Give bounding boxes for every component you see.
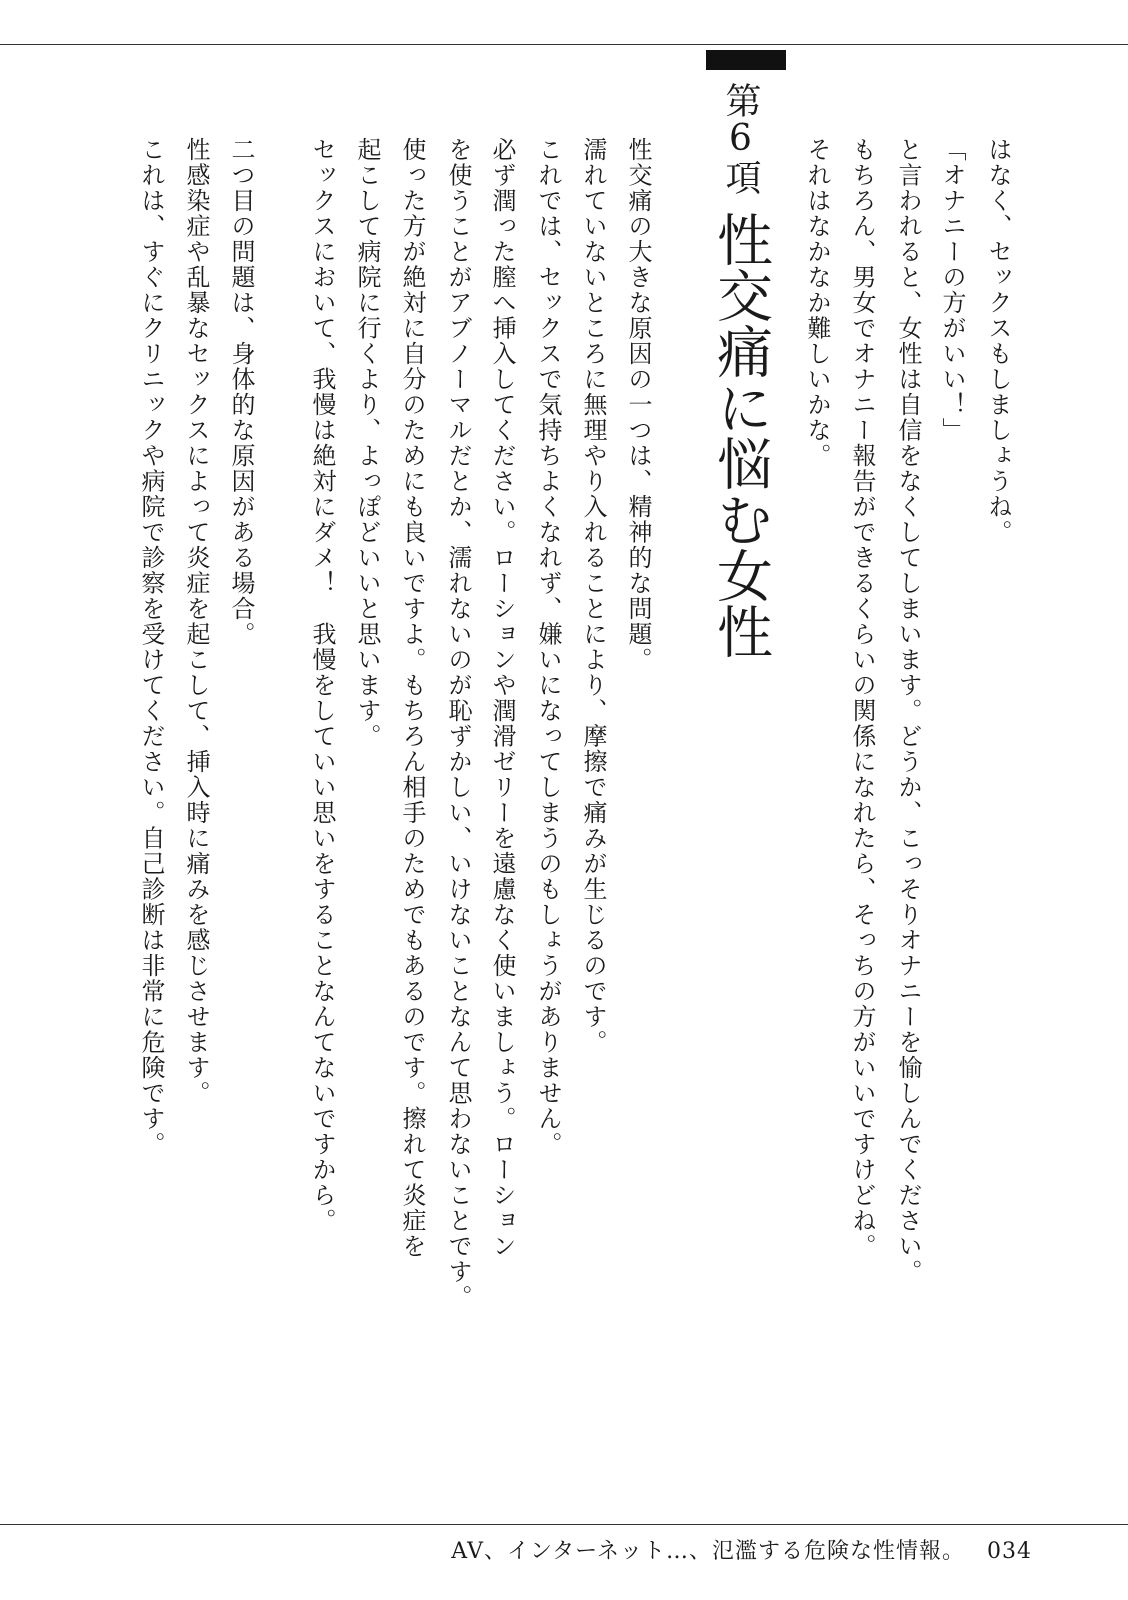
bottom-rule — [0, 1524, 1128, 1525]
body-line: 起こして病院に行くより、よっぽどいいと思います。 — [353, 137, 381, 749]
body-line: 使った方が絶対に自分のためにも良いですよ。もちろん相手のためでもあるのです。擦れて炎症を — [398, 137, 426, 1259]
body-line: これは、すぐにクリニックや病院で診察を受けてください。自己診断は非常に危険です。 — [137, 137, 165, 1157]
body-line: 濡れていないところに無理やり入れることにより、摩擦で痛みが生じるのです。 — [579, 137, 607, 1055]
running-title: AV、インターネット…、氾濫する危険な性情報。 — [451, 1539, 965, 1564]
page-footer — [451, 1534, 1032, 1565]
body-line: 性感染症や乱暴なセックスによって炎症を起こして、挿入時に痛みを感じさせます。 — [182, 137, 210, 1106]
section-title: 性交痛に悩む女性 — [708, 211, 773, 659]
body-line: 「オナニーの方がいい！」 — [938, 137, 966, 443]
section-number: 第6項 — [720, 82, 761, 195]
body-line: セックスにおいて、我慢は絶対にダメ！ 我慢をしていい思いをすることなんてないですから。 — [308, 137, 336, 1234]
page-number: 034 — [987, 1539, 1032, 1564]
section-heading — [708, 82, 773, 659]
body-line: 性交痛の大きな原因の一つは、精神的な問題。 — [624, 137, 652, 673]
heading-marker-bar — [706, 50, 786, 70]
body-line: それはなかなか難しいかな。 — [803, 137, 831, 469]
body-line: はなく、セックスもしましょうね。 — [984, 137, 1012, 545]
body-line: これでは、セックスで気持ちよくなれず、嫌いになってしまうのもしょうがありません。 — [534, 137, 562, 1157]
body-line: もちろん、男女でオナニー報告ができるくらいの関係になれたら、そっちの方がいいですけどね。 — [848, 137, 876, 1259]
body-line: 必ず潤った膣へ挿入してください。ローションや潤滑ゼリーを遠慮なく使いましょう。ローション — [488, 137, 516, 1259]
body-line: と言われると、女性は自信をなくしてしまいます。どうか、こっそりオナニーを愉しんでください。 — [894, 137, 922, 1285]
body-line: 二つ目の問題は、身体的な原因がある場合。 — [227, 137, 255, 647]
body-line: を使うことがアブノーマルだとか、濡れないのが恥ずかしい、いけないことなんて思わないことです。 — [444, 137, 472, 1310]
top-rule — [0, 44, 1128, 45]
